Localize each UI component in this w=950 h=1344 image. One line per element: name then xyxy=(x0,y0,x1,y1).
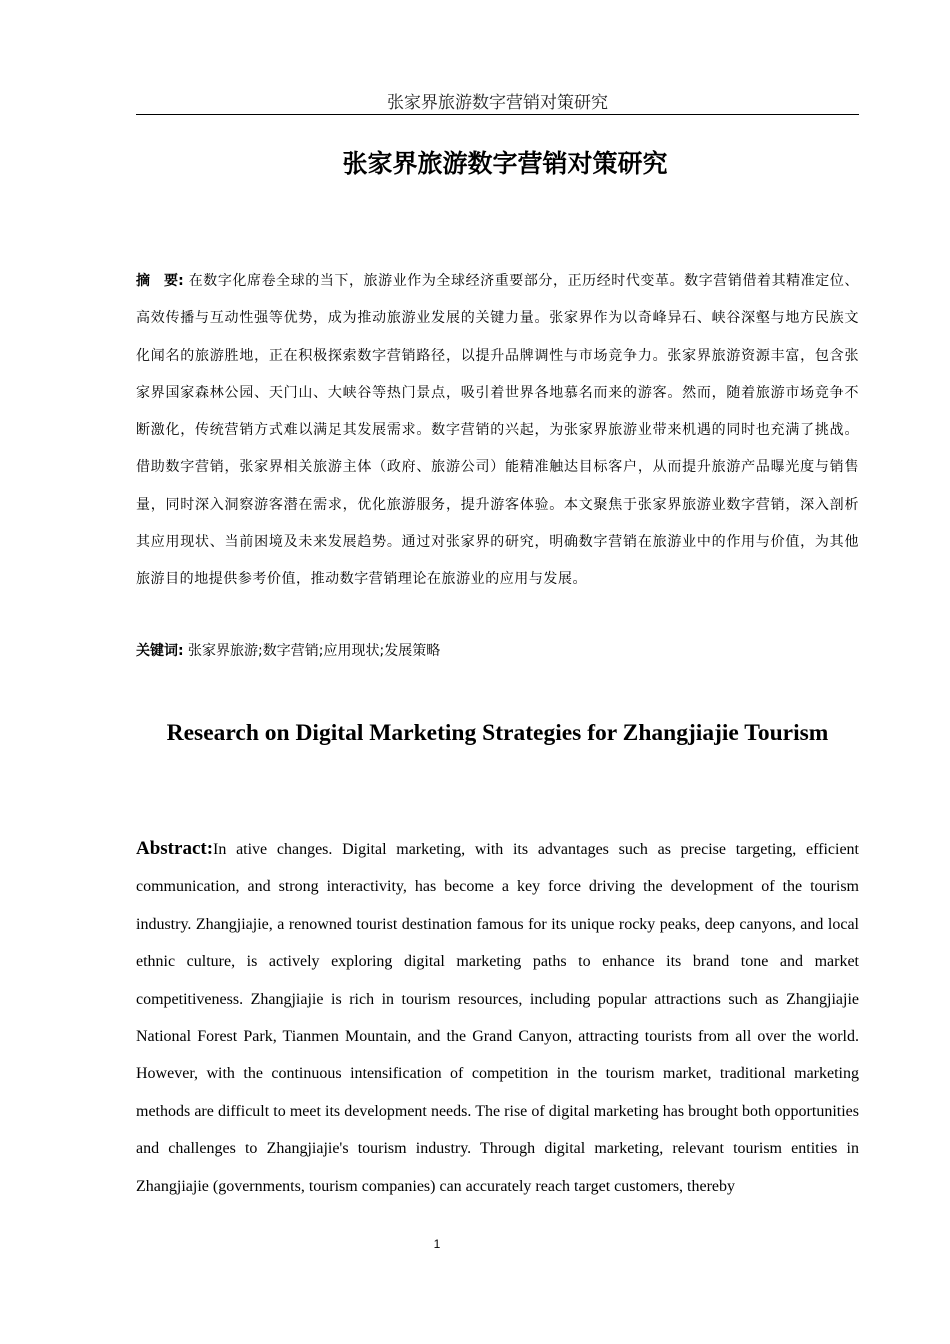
chinese-abstract xyxy=(136,263,859,599)
chinese-abstract-text: 在数字化席卷全球的当下，旅游业作为全球经济重要部分，正历经时代变革。数字营销借着其精准定位、高效传播与互动性强等优势，成为推动旅游业发展的关键力量。张家界作为以奇峰异石、峡谷深壑与地方民族文化闻名的旅游胜地，正在积极探索数字营销路径，以提升品牌调性与市场竞争力。张家界旅游资源丰富，包含张家界国家森林公园、天门山、大峡谷等热门景点，吸引着世界各地慕名而来的游客。然而，随着旅游市场竞争不断激化，传统营销方式难以满足其发展需求。数字营销的兴起，为张家界旅游业带来机遇的同时也充满了挑战。借助数字营销，张家界相关旅游主体（政府、旅游公司）能精准触达目标客户，从而提升旅游产品曝光度与销售量，同时深入洞察游客潜在需求，优化旅游服务，提升游客体验。本文聚焦于张家界旅游业数字营销，深入剖析其应用现状、当前困境及未来发展趋势。通过对张家界的研究，明确数字营销在旅游业中的作用与价值，为其他旅游目的地提供参考价值，推动数字营销理论在旅游业的应用与发展。 xyxy=(136,273,859,588)
english-abstract-label: Abstract: xyxy=(136,838,214,859)
running-header: 张家界旅游数字营销对策研究 xyxy=(387,93,608,113)
chinese-abstract-label: 摘 要: xyxy=(136,273,184,289)
header-rule xyxy=(136,114,859,115)
chinese-keywords xyxy=(136,638,859,664)
chinese-keywords-text: 张家界旅游;数字营销;应用现状;发展策略 xyxy=(183,643,441,659)
chinese-keywords-label: 关键词: xyxy=(136,643,184,659)
english-abstract-text: In ative changes. Digital marketing, with its advantages such as precise targeting, efficient communication, and strong interactivity, has become a key force driving the development of the tourism industry. Zhangjiajie, a renowned tourist destination famous for its unique rocky peaks, deep canyons, and local ethnic culture, is actively exploring digital marketing paths to enhance its brand tone and market competitiveness. Zhangjiajie is rich in tourism resources, including popular attractions such as Zhangjiajie National Forest Park, Tianmen Mountain, and the Grand Canyon, attracting tourists from all over the world. However, with the continuous intensification of competition in the tourism market, traditional marketing methods are difficult to meet its development needs. The rise of digital marketing has brought both opportunities and challenges to Zhangjiajie's tourism industry. Through digital marketing, relevant tourism entities in Zhangjiajie (governments, tourism companies) can accurately reach target customers, thereby xyxy=(136,841,859,1195)
english-title: Research on Digital Marketing Strategies for Zhangjiajie Tourism xyxy=(166,720,829,746)
english-abstract xyxy=(136,830,859,1205)
chinese-title: 张家界旅游数字营销对策研究 xyxy=(342,149,668,178)
page-number: 1 xyxy=(433,1237,441,1251)
